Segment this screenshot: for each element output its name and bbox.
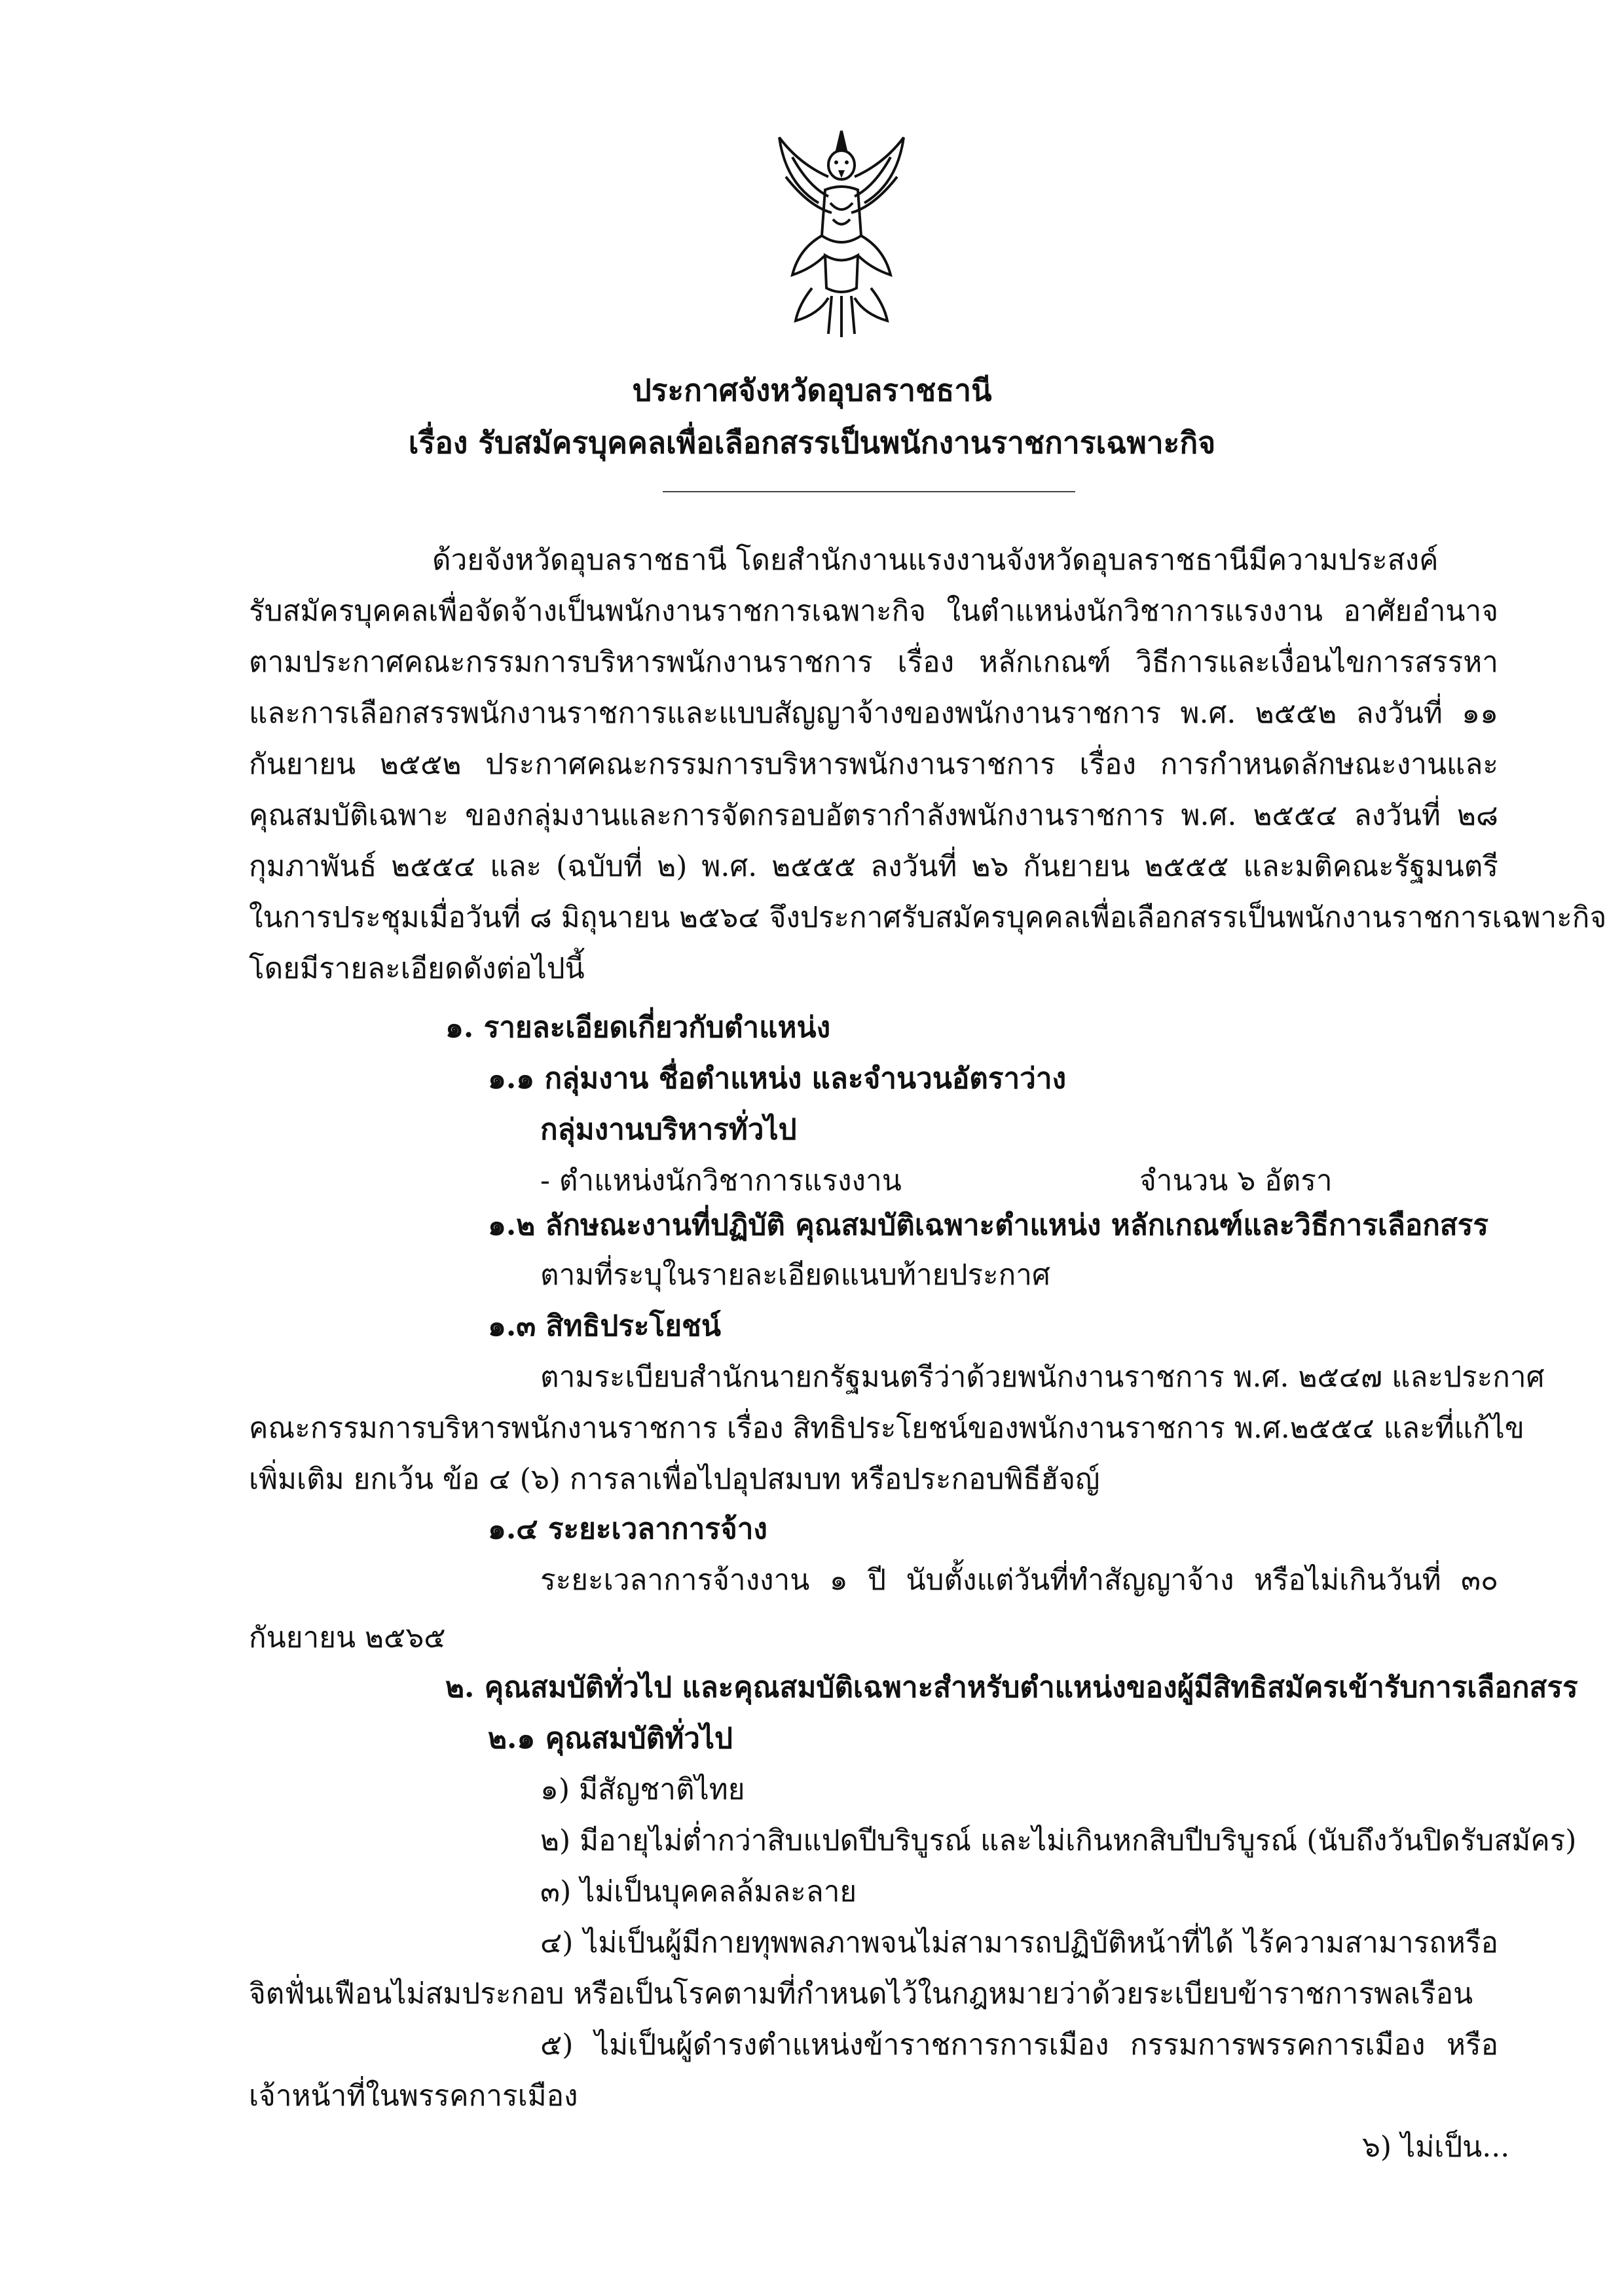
section-1-1-heading: ๑.๑ กลุ่มงาน ชื่อตำแหน่ง และจำนวนอัตราว่าง bbox=[488, 1062, 1067, 1095]
title-divider bbox=[663, 491, 1075, 492]
intro-line: โดยมีรายละเอียดดังต่อไปนี้ bbox=[249, 952, 585, 985]
intro-line: ตามประกาศคณะกรรมการบริหารพนักงานราชการ เรื่อง หลักเกณฑ์ วิธีการและเงื่อนไขการสรรหา bbox=[249, 646, 1498, 679]
intro-line: รับสมัครบุคคลเพื่อจัดจ้างเป็นพนักงานราชการเฉพาะกิจ ในตำแหน่งนักวิชาการแรงงาน อาศัยอำนาจ bbox=[249, 594, 1498, 628]
intro-line: กันยายน ๒๕๕๒ ประกาศคณะกรรมการบริหารพนักงานราชการ เรื่อง การกำหนดลักษณะงานและ bbox=[249, 748, 1498, 781]
qualification-item: จิตฟั่นเฟือนไม่สมประกอบ หรือเป็นโรคตามที่กำหนดไว้ในกฎหมายว่าด้วยระเบียบข้าราชการพลเรือน bbox=[249, 1977, 1473, 2011]
intro-line: ในการประชุมเมื่อวันที่ ๘ มิถุนายน ๒๕๖๔ จึงประกาศรับสมัครบุคคลเพื่อเลือกสรรเป็นพนักงานราชการเฉพาะกิจ bbox=[249, 901, 1607, 934]
qualification-item: ๕) ไม่เป็นผู้ดำรงตำแหน่งข้าราชการการเมือง กรรมการพรรคการเมือง หรือ bbox=[540, 2028, 1498, 2062]
section-1-3-line: คณะกรรมการบริหารพนักงานราชการ เรื่อง สิทธิประโยชน์ของพนักงานราชการ พ.ศ.๒๕๕๔ และที่แก้ไข bbox=[249, 1412, 1524, 1445]
section-1-2-text: ตามที่ระบุในรายละเอียดแนบท้ายประกาศ bbox=[540, 1258, 1050, 1292]
qualification-item: ๓) ไม่เป็นบุคคลล้มละลาย bbox=[540, 1875, 857, 1908]
section-1-4-heading: ๑.๔ ระยะเวลาการจ้าง bbox=[488, 1512, 767, 1546]
qualification-item: เจ้าหน้าที่ในพรรคการเมือง bbox=[249, 2079, 578, 2113]
section-1-3-line: ตามระเบียบสำนักนายกรัฐมนตรีว่าด้วยพนักงานราชการ พ.ศ. ๒๕๔๗ และประกาศ bbox=[540, 1360, 1545, 1394]
qualification-item: ๒) มีอายุไม่ต่ำกว่าสิบแปดปีบริบูรณ์ และไม่เกินหกสิบปีบริบูรณ์ (นับถึงวันปิดรับสมัคร) bbox=[540, 1824, 1577, 1857]
intro-line: กุมภาพันธ์ ๒๕๕๔ และ (ฉบับที่ ๒) พ.ศ. ๒๕๕๕ ลงวันที่ ๒๖ กันยายน ๒๕๕๕ และมติคณะรัฐมนตรี bbox=[249, 850, 1498, 883]
qualification-item: ๔) ไม่เป็นผู้มีกายทุพพลภาพจนไม่สามารถปฏิบัติหน้าที่ได้ ไร้ความสามารถหรือ bbox=[540, 1926, 1498, 1959]
section-1-4-line: กันยายน ๒๕๖๕ bbox=[249, 1621, 446, 1654]
section-2-heading: ๒. คุณสมบัติทั่วไป และคุณสมบัติเฉพาะสำหรับตำแหน่งของผู้มีสิทธิสมัครเข้ารับการเลือกสรร bbox=[445, 1671, 1578, 1704]
section-1-2-heading: ๑.๒ ลักษณะงานที่ปฏิบัติ คุณสมบัติเฉพาะตำแหน่ง หลักเกณฑ์และวิธีการเลือกสรร bbox=[488, 1209, 1489, 1242]
subject-line: เรื่อง รับสมัครบุคคลเพื่อเลือกสรรเป็นพนักงานราชการเฉพาะกิจ bbox=[408, 425, 1216, 460]
garuda-emblem-icon bbox=[773, 124, 910, 340]
section-1-4-line: ระยะเวลาการจ้างงาน ๑ ปี นับตั้งแต่วันที่ทำสัญญาจ้าง หรือไม่เกินวันที่ ๓๐ bbox=[540, 1563, 1498, 1597]
page-title: ประกาศจังหวัดอุบลราชธานี bbox=[632, 373, 992, 408]
section-1-heading: ๑. รายละเอียดเกี่ยวกับตำแหน่ง bbox=[445, 1011, 831, 1044]
position-count: จำนวน ๖ อัตรา bbox=[1139, 1164, 1333, 1197]
intro-line: ด้วยจังหวัดอุบลราชธานี โดยสำนักงานแรงงานจังหวัดอุบลราชธานีมีความประสงค์ bbox=[432, 543, 1439, 577]
intro-line: และการเลือกสรรพนักงานราชการและแบบสัญญาจ้างของพนักงานราชการ พ.ศ. ๒๕๕๒ ลงวันที่ ๑๑ bbox=[249, 697, 1498, 730]
intro-line: คุณสมบัติเฉพาะ ของกลุ่มงานและการจัดกรอบอัตรากำลังพนักงานราชการ พ.ศ. ๒๕๕๔ ลงวันที่ ๒๘ bbox=[249, 799, 1498, 832]
continued-marker: ๖) ไม่เป็น... bbox=[1362, 2130, 1510, 2164]
section-1-3-heading: ๑.๓ สิทธิประโยชน์ bbox=[488, 1309, 721, 1343]
position-name: - ตำแหน่งนักวิชาการแรงงาน bbox=[540, 1164, 902, 1197]
section-1-3-line: เพิ่มเติม ยกเว้น ข้อ ๔ (๖) การลาเพื่อไปอุปสมบท หรือประกอบพิธีฮัจญ์ bbox=[249, 1463, 1100, 1496]
section-2-1-heading: ๒.๑ คุณสมบัติทั่วไป bbox=[488, 1722, 733, 1755]
work-group: กลุ่มงานบริหารทั่วไป bbox=[540, 1113, 797, 1146]
qualification-item: ๑) มีสัญชาติไทย bbox=[540, 1773, 745, 1806]
